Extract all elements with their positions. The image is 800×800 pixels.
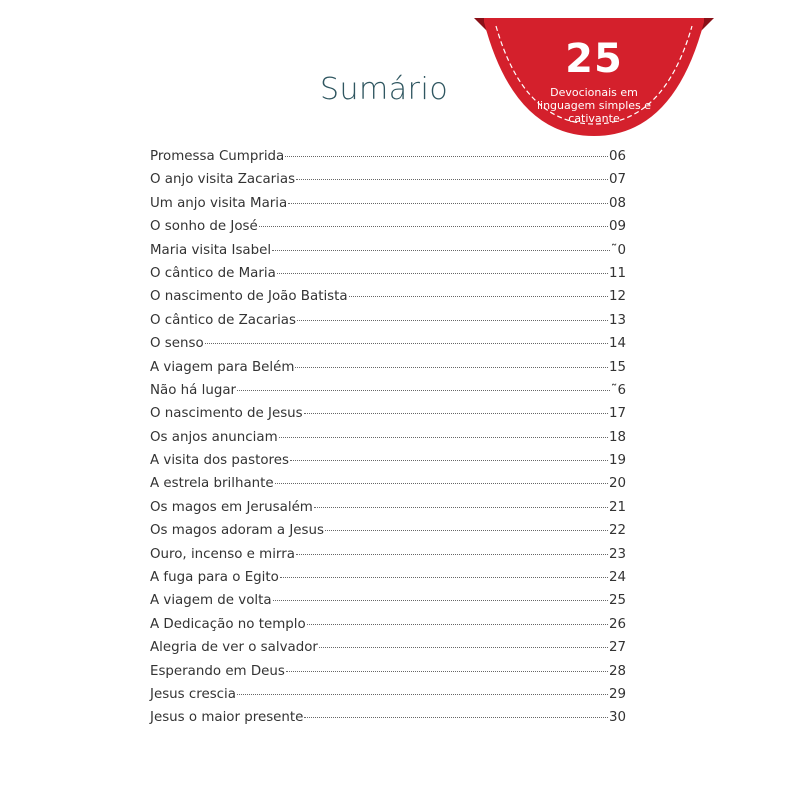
dot-leader (280, 577, 608, 578)
toc-entry (150, 383, 626, 406)
toc-entry (150, 196, 626, 219)
toc-entry-title: Maria visita Isabel (150, 242, 272, 258)
toc-entry-title: O nascimento de Jesus (150, 406, 303, 422)
badge-number: 25 (565, 36, 623, 82)
dot-leader (288, 203, 608, 204)
toc-entry-page-number: 29 (608, 686, 626, 702)
dot-leader (319, 647, 608, 648)
toc-entry-title: O cântico de Maria (150, 265, 276, 281)
toc-entry-title: Alegria de ver o salvador (150, 640, 318, 656)
dot-leader (259, 226, 608, 227)
toc-entry-title: O sonho de José (150, 219, 258, 235)
table-of-contents (150, 149, 626, 734)
toc-entry-title: Promessa Cumprida (150, 149, 285, 164)
toc-entry-page-number: 21 (608, 499, 626, 515)
toc-entry-page-number: ˜6 (610, 382, 626, 398)
toc-entry-page-number: 30 (608, 710, 626, 726)
dot-leader (290, 460, 608, 461)
toc-entry (150, 640, 626, 663)
toc-entry-page-number: 08 (608, 195, 626, 211)
toc-entry-page-number: 18 (608, 429, 626, 445)
toc-entry-title: Não há lugar (150, 382, 237, 398)
toc-entry-title: Jesus crescia (150, 686, 236, 702)
toc-entry-page-number: 09 (608, 219, 626, 235)
toc-entry-page-number: 24 (608, 570, 626, 586)
toc-entry (150, 476, 626, 499)
toc-entry (150, 664, 626, 687)
toc-entry-page-number: 06 (608, 149, 626, 164)
toc-entry-page-number: ˜0 (610, 242, 626, 258)
toc-entry-page-number: 07 (608, 172, 626, 188)
toc-entry-title: A estrela brilhante (150, 476, 274, 492)
toc-entry (150, 593, 626, 616)
toc-entry-page-number: 28 (608, 663, 626, 679)
toc-entry-title: O nascimento de João Batista (150, 289, 348, 305)
toc-entry (150, 172, 626, 195)
toc-entry (150, 687, 626, 710)
toc-entry-page-number: 20 (608, 476, 626, 492)
toc-entry-title: Esperando em Deus (150, 663, 285, 679)
toc-entry (150, 313, 626, 336)
toc-entry-title: Ouro, incenso e mirra (150, 546, 295, 562)
toc-entry-title: Os magos adoram a Jesus (150, 523, 324, 539)
toc-entry (150, 336, 626, 359)
dot-leader (325, 530, 608, 531)
toc-entry-page-number: 14 (608, 336, 626, 352)
page-title: Sumário (320, 72, 449, 107)
dot-leader (304, 717, 608, 718)
toc-entry-title: Um anjo visita Maria (150, 195, 288, 211)
toc-entry (150, 547, 626, 570)
toc-entry (150, 523, 626, 546)
toc-entry-page-number: 11 (608, 265, 626, 281)
toc-entry (150, 453, 626, 476)
toc-entry-title: Os anjos anunciam (150, 429, 278, 445)
toc-entry-title: O anjo visita Zacarias (150, 172, 296, 188)
toc-entry-title: Jesus o maior presente (150, 710, 304, 726)
toc-entry-title: A fuga para o Egito (150, 570, 279, 586)
toc-entry-page-number: 15 (608, 359, 626, 375)
toc-entry-page-number: 23 (608, 546, 626, 562)
dot-leader (285, 156, 608, 157)
toc-entry-title: A Dedicação no templo (150, 616, 306, 632)
toc-entry (150, 219, 626, 242)
dot-leader (295, 367, 608, 368)
dot-leader (304, 413, 608, 414)
toc-entry (150, 360, 626, 383)
dot-leader (296, 554, 608, 555)
devotional-badge (474, 18, 714, 148)
dot-leader (349, 296, 608, 297)
toc-entry-page-number: 22 (608, 523, 626, 539)
toc-entry-page-number: 12 (608, 289, 626, 305)
toc-entry-page-number: 17 (608, 406, 626, 422)
toc-entry (150, 617, 626, 640)
toc-entry (150, 149, 626, 172)
badge-caption: Devocionais em linguagem simples e cativante (536, 86, 652, 125)
toc-entry-page-number: 13 (608, 312, 626, 328)
toc-entry (150, 710, 626, 733)
toc-entry (150, 243, 626, 266)
dot-leader (279, 437, 608, 438)
toc-entry-title: O senso (150, 336, 204, 352)
dot-leader (273, 600, 608, 601)
toc-entry (150, 570, 626, 593)
dot-leader (275, 483, 608, 484)
dot-leader (277, 273, 608, 274)
toc-entry-title: A visita dos pastores (150, 453, 289, 469)
dot-leader (237, 390, 610, 391)
dot-leader (307, 624, 608, 625)
dot-leader (314, 507, 608, 508)
toc-entry (150, 500, 626, 523)
toc-entry-page-number: 19 (608, 453, 626, 469)
toc-entry-page-number: 27 (608, 640, 626, 656)
dot-leader (296, 179, 608, 180)
toc-entry (150, 406, 626, 429)
toc-entry (150, 266, 626, 289)
dot-leader (272, 250, 610, 251)
toc-entry (150, 430, 626, 453)
toc-entry-page-number: 25 (608, 593, 626, 609)
toc-entry-title: A viagem para Belém (150, 359, 295, 375)
toc-entry-title: O cântico de Zacarias (150, 312, 296, 328)
toc-entry (150, 289, 626, 312)
toc-entry-page-number: 26 (608, 616, 626, 632)
dot-leader (286, 671, 608, 672)
dot-leader (237, 694, 608, 695)
toc-entry-title: A viagem de volta (150, 593, 272, 609)
dot-leader (297, 320, 608, 321)
toc-entry-title: Os magos em Jerusalém (150, 499, 313, 515)
dot-leader (205, 343, 608, 344)
